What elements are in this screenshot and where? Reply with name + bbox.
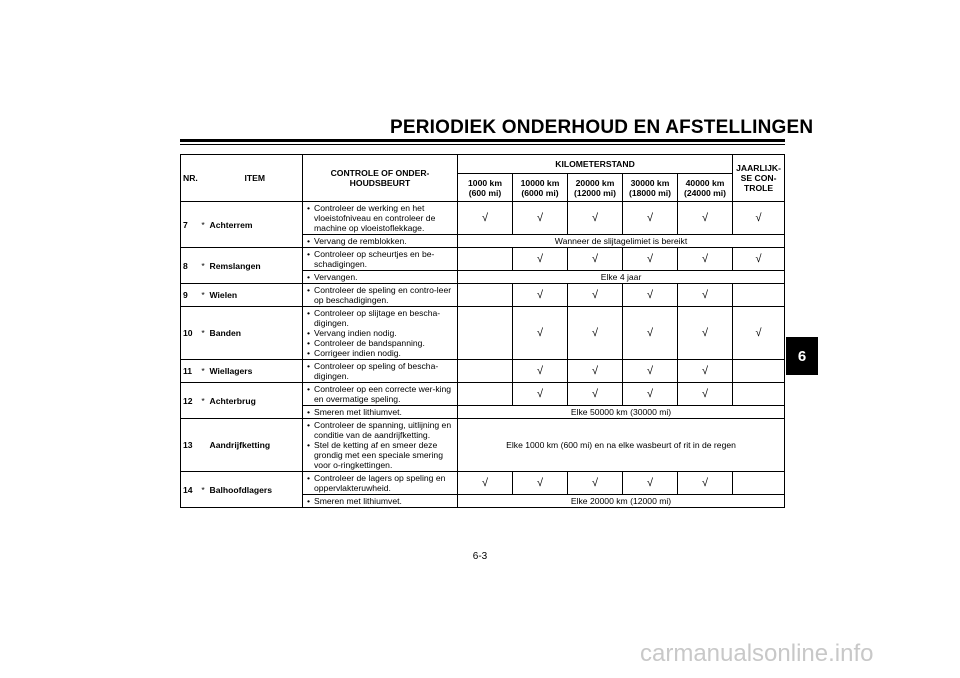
- interval-mi: (12000 mi): [573, 187, 617, 198]
- row-task: [303, 235, 458, 248]
- check-cell: [458, 307, 513, 360]
- check-cell: √: [623, 383, 678, 406]
- task-line: • Vervang de remblokken.: [305, 236, 455, 246]
- annual-check-cell: √: [733, 202, 785, 235]
- row-task: [303, 472, 458, 495]
- table-row: [181, 248, 785, 271]
- row-number: 14: [181, 472, 199, 508]
- header-nr: NR.: [181, 155, 199, 202]
- check-cell: √: [513, 284, 568, 307]
- table-row: [181, 383, 785, 406]
- table-row: [181, 307, 785, 360]
- check-cell: √: [513, 248, 568, 271]
- row-star-marker: *: [199, 307, 208, 360]
- annual-check-cell: [733, 360, 785, 383]
- row-number: 11: [181, 360, 199, 383]
- check-cell: √: [513, 360, 568, 383]
- header-interval-2: [513, 174, 568, 202]
- header-interval-5: [678, 174, 733, 202]
- interval-km: 20000 km: [575, 177, 615, 188]
- row-task: [303, 419, 458, 472]
- task-line: • Controleer de lagers op speling en oppervlakteruwheid.: [305, 473, 455, 493]
- check-cell: √: [678, 248, 733, 271]
- check-cell: √: [568, 284, 623, 307]
- task-line: • Controleer op slijtage en bescha-digingen.: [305, 308, 455, 328]
- row-number: 7: [181, 202, 199, 248]
- row-task: [303, 360, 458, 383]
- check-cell: √: [568, 307, 623, 360]
- row-number: 10: [181, 307, 199, 360]
- interval-span-text: Elke 1000 km (600 mi) en na elke wasbeurt of rit in de regen: [458, 419, 785, 472]
- row-item: Banden: [208, 307, 303, 360]
- table-row: [181, 360, 785, 383]
- check-cell: √: [623, 202, 678, 235]
- row-number: 8: [181, 248, 199, 284]
- watermark: carmanualsonline.info: [640, 640, 874, 667]
- maintenance-schedule-table: [180, 154, 785, 508]
- check-cell: √: [623, 472, 678, 495]
- header-star-spacer: [199, 155, 208, 202]
- interval-km: 40000 km: [685, 177, 725, 188]
- check-cell: [458, 383, 513, 406]
- row-item: Wiellagers: [208, 360, 303, 383]
- check-cell: √: [568, 202, 623, 235]
- task-line: • Vervang indien nodig.: [305, 328, 455, 338]
- task-line: • Smeren met lithiumvet.: [305, 407, 455, 417]
- check-cell: √: [568, 248, 623, 271]
- task-line: • Controleer de spanning, uitlijning en conditie van de aandrijfketting.: [305, 420, 455, 440]
- task-line: • Controleer op speling of bescha-digingen.: [305, 361, 455, 381]
- row-star-marker: *: [199, 360, 208, 383]
- row-item: Achterrem: [208, 202, 303, 248]
- task-line: • Corrigeer indien nodig.: [305, 348, 455, 358]
- row-star-marker: *: [199, 202, 208, 248]
- row-task: [303, 383, 458, 406]
- task-line: • Controleer de bandspanning.: [305, 338, 455, 348]
- row-task: [303, 202, 458, 235]
- interval-km: 30000 km: [630, 177, 670, 188]
- table-row: [181, 284, 785, 307]
- check-cell: √: [513, 202, 568, 235]
- annual-check-cell: √: [733, 248, 785, 271]
- check-cell: √: [458, 202, 513, 235]
- page-number: 6-3: [472, 551, 488, 562]
- annual-check-cell: [733, 284, 785, 307]
- interval-span-text: Wanneer de slijtagelimiet is bereikt: [458, 235, 785, 248]
- row-number: 13: [181, 419, 199, 472]
- check-cell: √: [568, 472, 623, 495]
- row-star-marker: *: [199, 284, 208, 307]
- task-line: • Stel de ketting af en smeer deze grondig met een speciale smering voor o-ringkettingen.: [305, 440, 455, 470]
- header-annual: JAARLIJK-SE CON-TROLE: [733, 155, 785, 202]
- check-cell: √: [678, 284, 733, 307]
- task-line: • Smeren met lithiumvet.: [305, 496, 455, 506]
- row-task: [303, 307, 458, 360]
- interval-mi: (18000 mi): [628, 187, 672, 198]
- row-item: Achterbrug: [208, 383, 303, 419]
- check-cell: √: [678, 472, 733, 495]
- interval-mi: (6000 mi): [521, 187, 559, 198]
- interval-mi: (24000 mi): [684, 187, 727, 198]
- check-cell: √: [513, 472, 568, 495]
- task-line: • Controleer de speling en contro-leer op beschadigingen.: [305, 285, 455, 305]
- check-cell: √: [623, 284, 678, 307]
- row-task: [303, 406, 458, 419]
- title-rule-thin: [180, 144, 785, 145]
- page-title: PERIODIEK ONDERHOUD EN AFSTELLINGEN: [390, 117, 814, 138]
- task-line: • Controleer op een correcte wer-king en overmatige speling.: [305, 384, 455, 404]
- row-number: 12: [181, 383, 199, 419]
- check-cell: √: [623, 248, 678, 271]
- check-cell: √: [623, 360, 678, 383]
- check-cell: √: [678, 383, 733, 406]
- check-cell: [458, 284, 513, 307]
- header-kilometerstand: KILOMETERSTAND: [458, 155, 733, 174]
- row-number: 9: [181, 284, 199, 307]
- header-interval-1: [458, 174, 513, 202]
- annual-check-cell: [733, 472, 785, 495]
- row-task: [303, 248, 458, 271]
- task-line: • Controleer op scheurtjes en be-schadigingen.: [305, 249, 455, 269]
- check-cell: √: [458, 472, 513, 495]
- row-item: Remslangen: [208, 248, 303, 284]
- row-item: Aandrijfketting: [208, 419, 303, 472]
- check-cell: √: [568, 383, 623, 406]
- check-cell: √: [513, 383, 568, 406]
- table-row: [181, 202, 785, 235]
- chapter-tab: 6: [786, 337, 818, 375]
- table-row: [181, 419, 785, 472]
- row-item: Balhoofdlagers: [208, 472, 303, 508]
- row-task: [303, 271, 458, 284]
- title-rule-thick: [180, 139, 785, 142]
- header-item: ITEM: [208, 155, 303, 202]
- interval-span-text: Elke 20000 km (12000 mi): [458, 495, 785, 508]
- row-item: Wielen: [208, 284, 303, 307]
- interval-km: 10000 km: [520, 177, 560, 188]
- table-row: [181, 472, 785, 495]
- annual-check-cell: √: [733, 307, 785, 360]
- check-cell: [458, 360, 513, 383]
- interval-span-text: Elke 4 jaar: [458, 271, 785, 284]
- row-star-marker: [199, 419, 208, 472]
- check-cell: √: [678, 360, 733, 383]
- row-task: [303, 284, 458, 307]
- header-interval-4: [623, 174, 678, 202]
- header-interval-3: [568, 174, 623, 202]
- task-line: • Vervangen.: [305, 272, 455, 282]
- row-task: [303, 495, 458, 508]
- row-star-marker: *: [199, 383, 208, 419]
- task-line: • Controleer de werking en het vloeistofniveau en controleer de machine op vloeistoflekkage.: [305, 203, 455, 233]
- check-cell: √: [513, 307, 568, 360]
- row-star-marker: *: [199, 248, 208, 284]
- check-cell: √: [678, 202, 733, 235]
- check-cell: [458, 248, 513, 271]
- row-star-marker: *: [199, 472, 208, 508]
- header-control: CONTROLE OF ONDER-HOUDSBEURT: [303, 155, 458, 202]
- interval-km: 1000 km: [468, 177, 502, 188]
- check-cell: √: [568, 360, 623, 383]
- interval-span-text: Elke 50000 km (30000 mi): [458, 406, 785, 419]
- interval-mi: (600 mi): [468, 187, 502, 198]
- check-cell: √: [678, 307, 733, 360]
- annual-check-cell: [733, 383, 785, 406]
- check-cell: √: [623, 307, 678, 360]
